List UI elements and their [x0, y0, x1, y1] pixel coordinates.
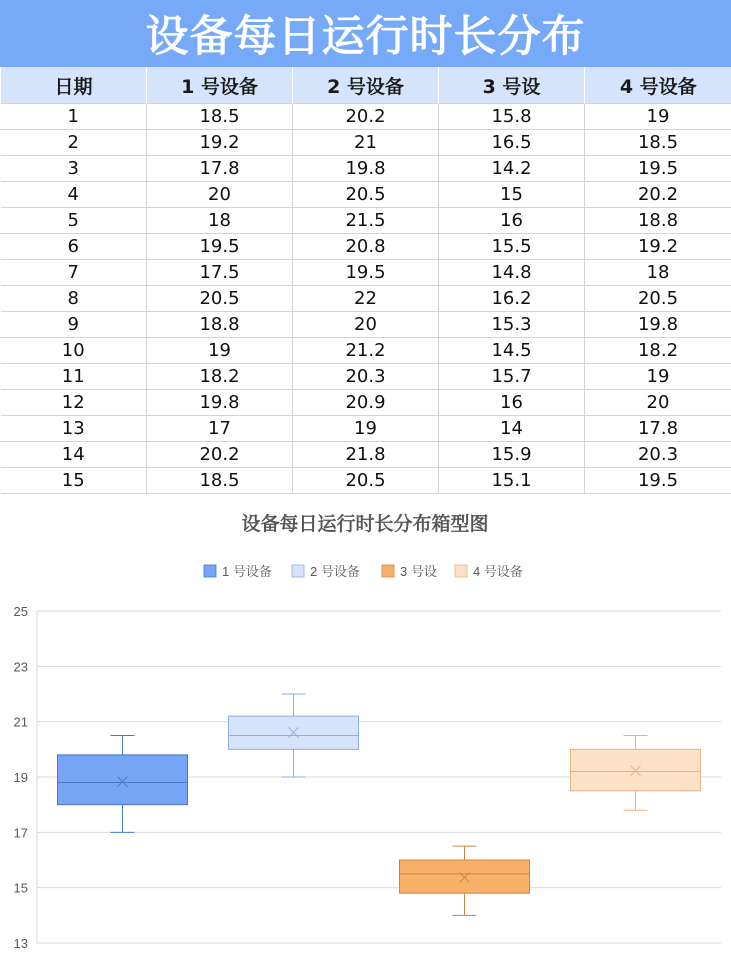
device-2-cell: 19.8 [293, 156, 439, 182]
date-cell: 7 [1, 260, 147, 286]
device-3-cell: 14.8 [439, 260, 585, 286]
y-tick-label: 19 [13, 770, 28, 785]
header-date: 日期 [1, 67, 147, 104]
device-3-cell: 16 [439, 208, 585, 234]
table-row [1, 156, 731, 182]
legend-swatch [382, 565, 394, 577]
device-3-cell: 14 [439, 416, 585, 442]
y-tick-label: 21 [13, 714, 28, 730]
device-1-cell: 18.5 [147, 104, 293, 130]
device-4-cell: 20.5 [585, 286, 731, 312]
table-row [1, 312, 731, 338]
device-4-cell: 19 [585, 364, 731, 390]
box-series-4 [571, 736, 701, 811]
data-table [0, 67, 731, 494]
chart-legend [204, 564, 523, 579]
table-row [1, 130, 731, 156]
legend-label: 4 号设备 [473, 564, 523, 579]
device-3-cell: 16 [439, 390, 585, 416]
legend-swatch [204, 565, 216, 577]
y-tick-label: 25 [13, 604, 28, 619]
date-cell: 2 [1, 130, 147, 156]
device-3-cell: 15.8 [439, 104, 585, 130]
device-3-cell: 14.5 [439, 338, 585, 364]
legend-label: 2 号设备 [310, 564, 360, 579]
device-1-cell: 19.5 [147, 234, 293, 260]
device-1-cell: 17.8 [147, 156, 293, 182]
device-1-cell: 20.5 [147, 286, 293, 312]
device-2-cell: 19 [293, 416, 439, 442]
table-row [1, 338, 731, 364]
device-2-cell: 20 [293, 312, 439, 338]
date-cell: 8 [1, 286, 147, 312]
device-2-cell: 21 [293, 130, 439, 156]
table-row [1, 416, 731, 442]
legend-label: 3 号设 [400, 564, 437, 579]
device-2-cell: 20.2 [293, 104, 439, 130]
device-2-cell: 21.8 [293, 442, 439, 468]
legend-label: 1 号设备 [222, 564, 272, 579]
y-axis [14, 604, 37, 951]
box-series-3 [400, 846, 530, 915]
device-3-cell: 15.9 [439, 442, 585, 468]
device-1-cell: 19.2 [147, 130, 293, 156]
table-row [1, 182, 731, 208]
chart-title: 设备每日运行时长分布箱型图 [241, 514, 489, 535]
legend-item [292, 564, 360, 579]
box-iqr [400, 860, 530, 893]
device-2-cell: 20.3 [293, 364, 439, 390]
device-2-cell: 21.2 [293, 338, 439, 364]
device-4-cell: 17.8 [585, 416, 731, 442]
device-3-cell: 15.1 [439, 468, 585, 494]
device-4-cell: 18.8 [585, 208, 731, 234]
table-row [1, 442, 731, 468]
date-cell: 9 [1, 312, 147, 338]
box-series-2 [229, 694, 359, 777]
header-device-1: 1 号设备 [147, 67, 293, 104]
device-3-cell: 15.5 [439, 234, 585, 260]
date-cell: 1 [1, 104, 147, 130]
device-1-cell: 17.5 [147, 260, 293, 286]
header-device-2: 2 号设备 [293, 67, 439, 104]
device-2-cell: 20.5 [293, 182, 439, 208]
legend-swatch [292, 565, 304, 577]
date-cell: 12 [1, 390, 147, 416]
device-1-cell: 19.8 [147, 390, 293, 416]
table-row [1, 364, 731, 390]
y-tick-label: 15 [13, 880, 28, 896]
device-2-cell: 21.5 [293, 208, 439, 234]
date-cell: 4 [1, 182, 147, 208]
device-1-cell: 20 [147, 182, 293, 208]
table-row [1, 234, 731, 260]
legend-item [382, 564, 437, 579]
header-device-4: 4 号设备 [585, 67, 731, 104]
device-3-cell: 15.3 [439, 312, 585, 338]
device-1-cell: 18 [147, 208, 293, 234]
table-row [1, 468, 731, 494]
y-tick-label: 13 [13, 936, 28, 951]
table-row [1, 390, 731, 416]
legend-swatch [455, 565, 467, 577]
device-3-cell: 14.2 [439, 156, 585, 182]
y-tick-label: 17 [13, 825, 28, 841]
device-4-cell: 18.2 [585, 338, 731, 364]
device-4-cell: 19.2 [585, 234, 731, 260]
legend-item [455, 564, 523, 579]
table-header-row [1, 67, 731, 104]
date-cell: 6 [1, 234, 147, 260]
date-cell: 11 [1, 364, 147, 390]
date-cell: 3 [1, 156, 147, 182]
device-1-cell: 18.8 [147, 312, 293, 338]
device-1-cell: 17 [147, 416, 293, 442]
device-4-cell: 20.2 [585, 182, 731, 208]
device-4-cell: 18.5 [585, 130, 731, 156]
device-2-cell: 20.9 [293, 390, 439, 416]
date-cell: 13 [1, 416, 147, 442]
box-series-1 [58, 736, 188, 833]
device-4-cell: 18 [585, 260, 731, 286]
box-chart-svg [0, 493, 731, 962]
table-row [1, 104, 731, 130]
date-cell: 10 [1, 338, 147, 364]
device-3-cell: 16.5 [439, 130, 585, 156]
device-1-cell: 18.2 [147, 364, 293, 390]
y-tick-label: 23 [13, 659, 28, 675]
header-device-3: 3 号设 [439, 67, 585, 104]
date-cell: 5 [1, 208, 147, 234]
device-2-cell: 20.8 [293, 234, 439, 260]
device-4-cell: 19.5 [585, 468, 731, 494]
table-row [1, 286, 731, 312]
device-3-cell: 15.7 [439, 364, 585, 390]
device-4-cell: 20 [585, 390, 731, 416]
date-cell: 15 [1, 468, 147, 494]
device-1-cell: 20.2 [147, 442, 293, 468]
device-4-cell: 19.5 [585, 156, 731, 182]
device-2-cell: 19.5 [293, 260, 439, 286]
table-row [1, 260, 731, 286]
box-iqr [58, 755, 188, 805]
device-1-cell: 18.5 [147, 468, 293, 494]
page-title: 设备每日运行时长分布 [0, 0, 731, 67]
device-4-cell: 19.8 [585, 312, 731, 338]
device-3-cell: 15 [439, 182, 585, 208]
box-chart [0, 493, 731, 962]
device-4-cell: 19 [585, 104, 731, 130]
table-row [1, 208, 731, 234]
device-3-cell: 16.2 [439, 286, 585, 312]
device-1-cell: 19 [147, 338, 293, 364]
chart-boxes [58, 694, 701, 915]
device-2-cell: 20.5 [293, 468, 439, 494]
device-2-cell: 22 [293, 286, 439, 312]
date-cell: 14 [1, 442, 147, 468]
device-4-cell: 20.3 [585, 442, 731, 468]
legend-item [204, 564, 272, 579]
table-body [1, 104, 731, 494]
